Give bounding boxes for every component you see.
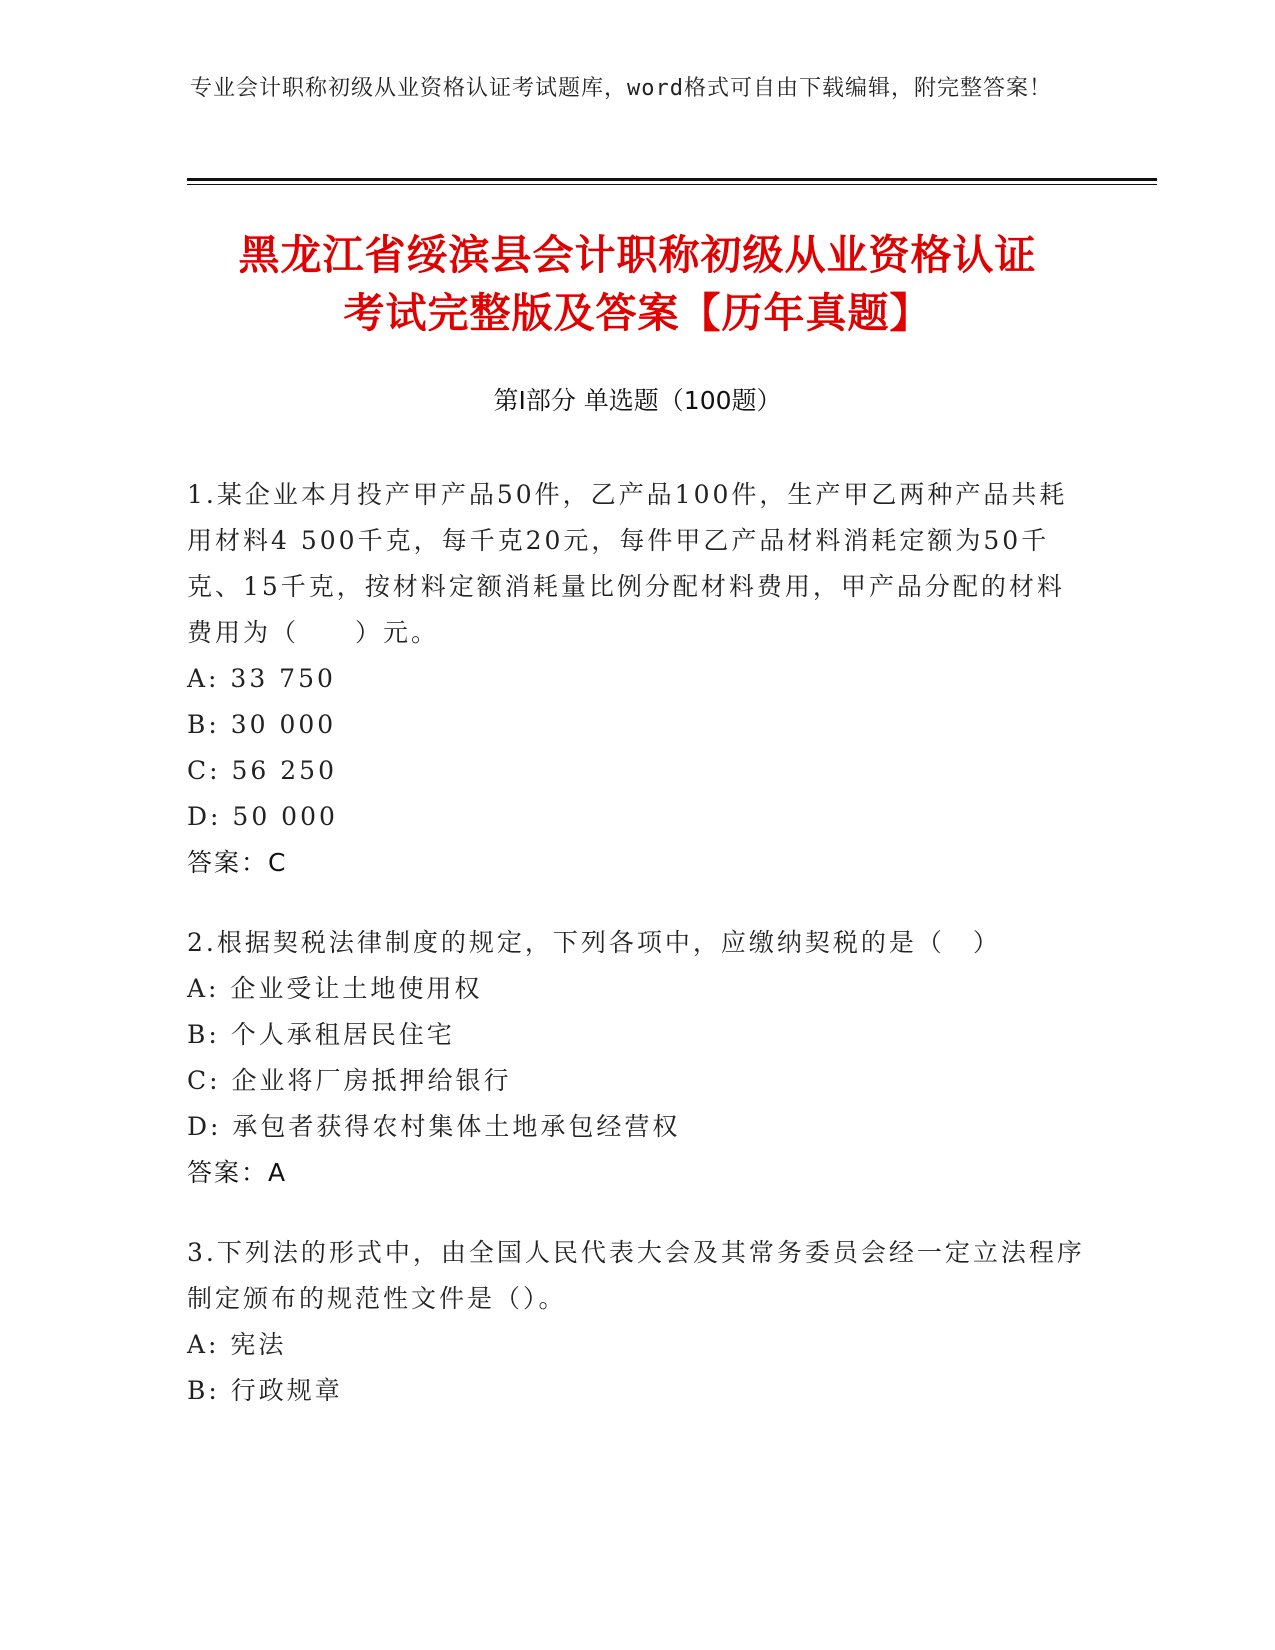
question-3 <box>187 1230 1087 1414</box>
option-a: A: 企业受让土地使用权 <box>187 974 483 1003</box>
question-1 <box>187 472 1087 886</box>
header-divider-thin <box>187 184 1157 185</box>
question-list <box>187 472 1087 1448</box>
option-a: A: 33 750 <box>187 664 336 693</box>
option-c: C: 56 250 <box>187 756 337 785</box>
option-b: B: 30 000 <box>187 710 337 739</box>
question-2 <box>187 920 1087 1196</box>
document-title <box>150 226 1125 342</box>
question-stem: 3.下列法的形式中，由全国人民代表大会及其常务委员会经一定立法程序制定颁布的规范性文件是（）。 <box>187 1238 1085 1313</box>
option-c: C: 企业将厂房抵押给银行 <box>187 1066 512 1095</box>
option-b: B: 个人承租居民住宅 <box>187 1020 455 1049</box>
answer-label: 答案：A <box>187 1158 288 1187</box>
section-title: 第I部分 单选题（100题） <box>493 386 782 415</box>
option-a: A: 宪法 <box>187 1330 287 1359</box>
document-title-line-1: 黑龙江省绥滨县会计职称初级从业资格认证 <box>238 231 1037 279</box>
option-d: D: 承包者获得农村集体土地承包经营权 <box>187 1112 681 1141</box>
question-stem: 1.某企业本月投产甲产品50件，乙产品100件，生产甲乙两种产品共耗用材料4 500千克，每千克20元，每件甲乙产品材料消耗定额为50千克、15千克，按材料定额消耗量比例分配材料费用，甲产品分配的材料费用为（ ）元。 <box>187 480 1068 647</box>
answer-label: 答案：C <box>187 848 288 877</box>
header-note: 专业会计职称初级从业资格认证考试题库，word格式可自由下载编辑，附完整答案！ <box>190 76 1052 101</box>
option-d: D: 50 000 <box>187 802 338 831</box>
document-title-line-2: 考试完整版及答案【历年真题】 <box>343 289 932 337</box>
option-b: B: 行政规章 <box>187 1376 343 1405</box>
question-stem: 2.根据契税法律制度的规定，下列各项中，应缴纳契税的是（ ） <box>187 928 1001 957</box>
header-divider-thick <box>187 178 1157 181</box>
